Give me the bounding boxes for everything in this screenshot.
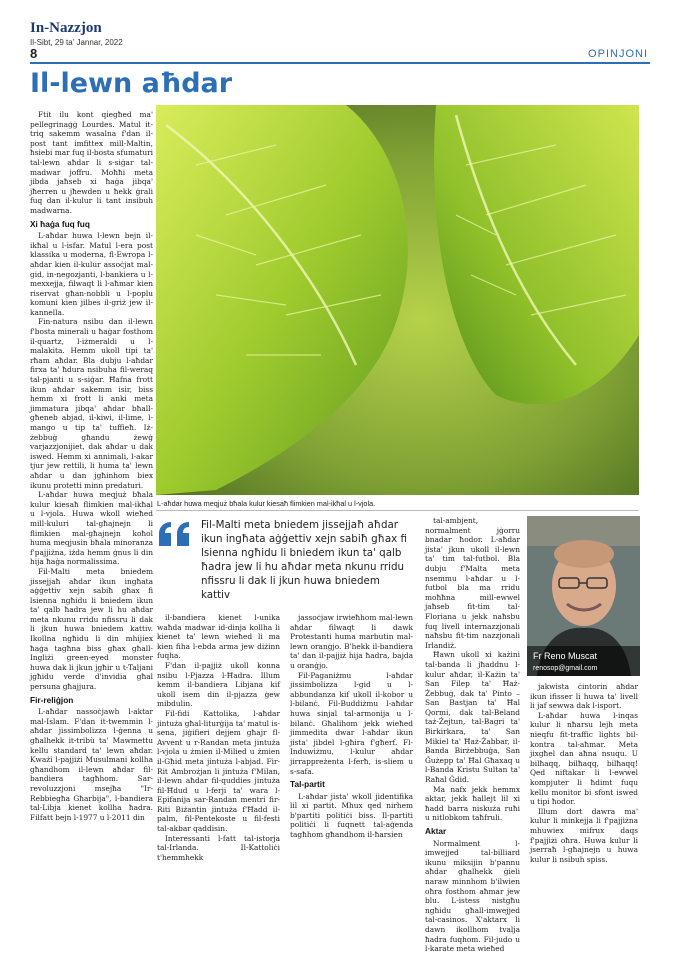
paragraph: L-aħdar huwa l-lewn bejn il-ikħal u l-isfar. Matul l-era post klassika u moderna, fl-Ewropa l-aħdar kien il-kulur assoċjat mal-gid, in-negozjanti, l-bankiera u l-mexxejja, filwaqt li l-aħmar kien riservat għan-nobbli u l-poplu komuni kien jilbes il-griż jew il-kannella.	[30, 231, 153, 317]
column-4	[425, 516, 520, 954]
paragraph: Fil-Paganiżmu l-aħdar jissimbolizza l-gid u l-abbundanza kif ukoll il-kobor u l-bilanċ. Fil-Buddiżmu l-aħdar huwa sinjal tal-armonija u l-bilanċ. Għalihom jekk wieħed jimmedita dwar l-aħdar ikun jista' jibdel l-għira f'għerf. Fl-Induwiżmu, l-kulur aħdar jirrappreżenta l-ferħ, is-sliem u s-safa.	[290, 670, 413, 776]
leaf-photo	[156, 105, 639, 495]
paragraph: Fil-Malti meta bniedem jissejjaħ aħdar ikun ingħata aġġettiv xejn sabiħ għax fi lsienna ngħidu li bniedem ikun ta' qalb ħadra jew li hu aħdar meta nkunu rridu nfissru li dak li jkun huwa bniedem kattiv. Ikollna ngħidu li din mhijiex ħaġa tagħna biss għax għall-Ingliżi green-eyed monster huwa dak li jkun jgħir u t-Taljani jgħidu verde d'invidia għal persuna għajjura.	[30, 566, 153, 692]
paragraph: L-aħdar huwa l-inqas kulur li nħarsu lejh meta nieqfu fit-traffic lights bil-kontra tal-aħmar. Meta jixgħel dan aħna nsuqu. U bilħaqq, bilħaqq, bilħaqq! Qed niftakar li l-ewwel kompjuter li ħdimt fuqu kellu monitor bi sfont iswed u tipi ħodor.	[530, 710, 638, 807]
author-photo	[527, 516, 640, 676]
column-2	[157, 613, 280, 865]
author-name: Fr Reno Muscat	[533, 651, 598, 661]
pull-quote	[157, 518, 413, 602]
column-5	[530, 682, 638, 864]
paragraph: L-aħdar jista' wkoll jidentifika lil xi partit. Mhux qed nirhem b'partiti politiċi biss. Il-partiti politiċi li fuqnett tal-aġenda tagħhom għandhom il-ħarsien	[290, 791, 413, 840]
author-email[interactable]: renosop@gmail.com	[533, 665, 598, 672]
leaf-illustration	[156, 105, 639, 495]
paragraph: Fin-natura nsibu dan il-lewn f'bosta minerali u ħaġar fosthom il-quartz, l-iżmeraldi u l-malakita. Hemm ukoll tipi ta' rħam aħdar. Bla dubju l-aħdar firxa ta' ħdura nsibuha fil-weraq tal-pjanti u s-siġar. Ħafna frott ikun aħdar sakemm isir, biss hemm xi frott li anki meta jimmatura jibqa' aħdar bħall-għeneb abjad, il-kiwi, il-lime, l-mango u tip ta' tuffieħ. Iż-żebbuġ għandu żewġ varjazzjonijiet, dak aħdar u dak iswed. Hemm xi annimali, l-akar tjur jew rettili, li huma ta' lewn aħdar u dan jgħinhom biex ikunu protetti minn predaturi.	[30, 317, 153, 490]
headline: Il-lewn aħdar	[30, 68, 233, 99]
page-number: 8	[30, 46, 38, 61]
masthead	[30, 20, 650, 47]
pull-quote-text: Fil-Malti meta bniedem jissejjaħ aħdar ikun ingħata aġġettiv xejn sabiħ għax fi lsienna ngħidu li bniedem ikun ta' qalb ħadra jew li hu aħdar meta nkunu rridu nfissru li dak li jkun huwa bniedem kattiv	[201, 519, 407, 602]
paragraph: jassoċjaw irwieħhom mal-lewn aħdar filwaqt li dawk Protestanti huma marbutin mal-lewn oranġjo. B'hekk il-bandiera ta' dan il-pajjiż hija ħadra, bajda u oranġjo.	[290, 613, 413, 670]
subheading: Aktar	[425, 826, 447, 836]
column-1	[30, 110, 153, 862]
paragraph: tal-ambjent, normalment jġorru bnadar ħodor. L-aħdar jista' jkun ukoll il-lewn ta' tim tal-futbol. Bla dubju f'Malta meta nsemmu l-aħdar u l-futbol bla ma rridu moħħna mill-ewwel jaħseb fit-tim tal-Floriana u jekk naħsbu fuq livell internazzjonali naħsbu fit-tim nazzjonali Irlandiż.	[425, 516, 520, 650]
paragraph: Fil-fidi Kattolika, l-aħdar jintuża għal-liturġija ta' matul is-sena, jiġifieri dejjem għajr fl-Avvent u r-Randan meta jintuża l-vjola u żmien il-Milied u żmien il-Għid meta jintuża l-abjad. Fir-Rit Ambrożjan li jintuża f'Milan, il-lewn aħdar fil-quddies jintuża fil-Ħdud u l-ferji ta' wara l-Epifanija sar-Randan mentri fir-Riti Biżantin jintuża f'Ħadd il-palm, fil-Pentekoste u fil-festi tal-akbar qaddisin.	[157, 708, 280, 834]
paragraph: Interessanti l-fatt tal-istorja tal-Irlanda. Il-Kattoliċi t'hemmhekk	[157, 833, 280, 862]
paragraph: Ħawn ukoll xi każini tal-banda li jħaddnu l-kulur aħdar, il-Każin ta' San Filep ta' Ħaż-Żebbuġ, dak ta' Pinto – San Bastjan ta' Ħal Qormi, dak tal-Beland taż-Żejtun, tal-Bagri ta' Birkirkara, ta' San Mikiel ta' Ħaż-Żabbar, il-Banda Birżebbuġa, San Ġużepp ta' Ħal Għaxaq u l-Banda Kristu Sultan ta' Raħal Ġdid.	[425, 650, 520, 785]
paragraph: L-aħdar huwa meqjuż bħala kulur kiesaħ flimkien mal-ikħal u l-vjola. Huwa wkoll wieħed mill-kuluri tal-għajnejn li flimkien mal-għajnejn koħol huma meqjusin bħala minoranza f'pajjiżna, iżda hemm ġnus li din hija ħaġa normalissima.	[30, 490, 153, 567]
paragraph: Illum dort dawra ma' kulur li minkejja li f'pajjiżna mhuwiex mifrux daqs f'pajjiżi oħra. Huwa kulur li jserraħ l-għajnejn u huwa kulur li nsibuh spiss.	[530, 806, 638, 864]
paragraph: F'dan il-pajjiż ukoll konna nsibu l-Pjazza l-Ħadra. Illum kemm il-bandiera Libjana kif ukoll isem din il-pjazza ġew mibdulin.	[157, 660, 280, 709]
quote-mark-icon	[157, 520, 193, 548]
header-rule	[30, 62, 650, 64]
column-3	[290, 613, 413, 865]
photo-caption: L-aħdar huwa meqjuż bħala kulur kiesaħ flimkien mal-ikħal u l-vjola.	[157, 499, 376, 508]
subheading: Xi ħaġa fuq fuq	[30, 218, 90, 229]
caption-rule	[156, 510, 639, 511]
subheading: Fir-reliġjon	[30, 694, 74, 705]
paragraph: Ftit ilu kont qiegħed ma' pellegrinaġġ Lourdes. Matul it-triq sakemm wasalna f'dan il-post tant imfittex mill-Maltin, ħsiebi mar fuq il-bosta sfumaturi tal-lewn aħdar li s-siġar tal-madwar joffru. Moħħi meta jibda jaħseb xi ħaġa jibqa' jħerren u jħewden u ħekk ġrali fuq dan il-kulur li tant insibuh madwarna.	[30, 110, 153, 215]
paragraph: Normalment l-imwejjed tal-billiard ikunu miksijin b'pannu aħdar għalhekk ġieli naraw minnhom b'ilwien oħra fosthom aħmar jew blu. L-istess nistgħu ngħidu għall-imwejjed tal-casinos. X'aktarx li dawn ikollhom tvalja ħadra fuqhom. Fil-judo u l-karate meta wieħed	[425, 838, 520, 954]
paragraph: il-bandiera kienet l-unika waħda madwar id-dinja kollha li kienet ta' lewn wieħed li ma kien fiha l-ebda arma jew diżinn fuqha.	[157, 613, 280, 661]
section-label: OPINJONI	[588, 48, 648, 60]
paragraph: L-aħdar nassoċjawh l-aktar mal-Islam. F'dan it-twemmin l-aħdar jissimbolizza l-ġenna u għalhekk it-tribù ta' Mawmettu kellu standard ta' lewn aħdar. Kważi l-pajjiżi Musulmani kollha għandhom il-lewn aħdar fil-bandiera tagħhom. Sar-revoluzzjoni msejħa "Ir-Rebbiegħa Għarbija", l-bandiera tal-Libja kienet kollha ħadra. Filfatt bejn l-1977 u l-2011 din	[30, 707, 153, 822]
paragraph: Ma nafx jekk hemmx aktar, jekk ħallejt lil xi ħadd barra niskuża ruħi u nitlobkom taħfruli.	[425, 784, 520, 823]
subheading: Tal-partit	[290, 779, 325, 790]
paper-name: In-Nazzjon	[30, 20, 102, 36]
paragraph: jakwista ċintorin aħdar ikun ifisser li huwa ta' livell li jaf sewwa dak l-isport.	[530, 682, 638, 711]
issue-date: Il-Sibt, 29 ta' Jannar, 2022	[30, 38, 123, 47]
